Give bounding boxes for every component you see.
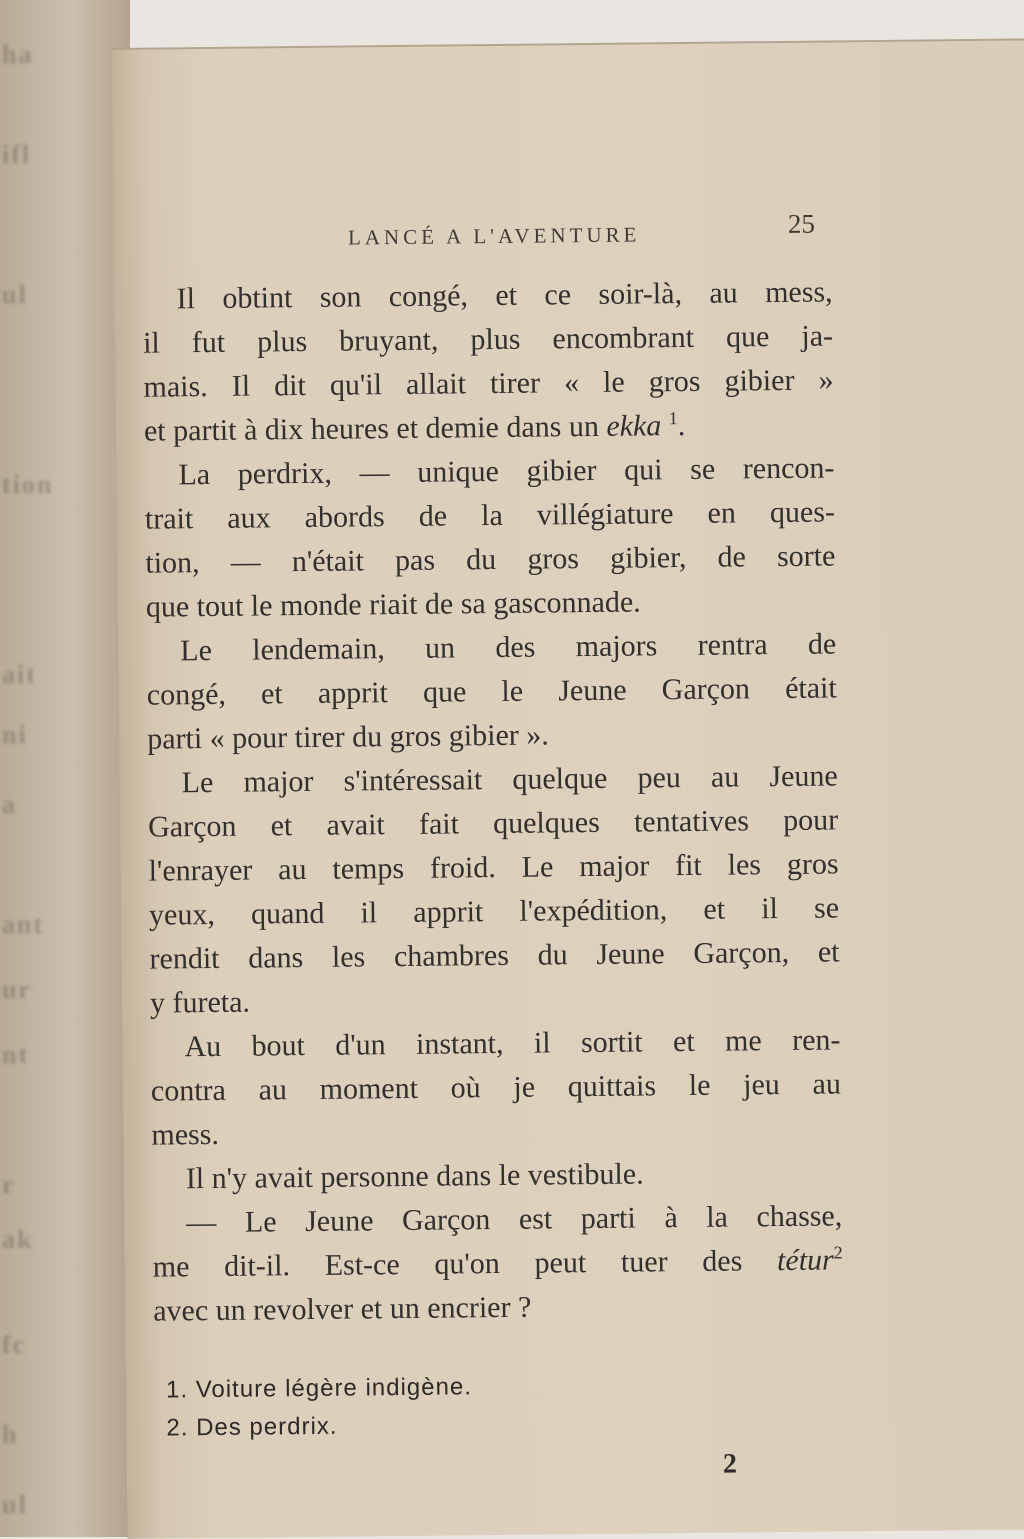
text-line: [144, 402, 834, 453]
bleed-through-text: ifl: [2, 140, 32, 168]
facing-page-edge: [0, 0, 130, 1537]
text-line: avec un revolver et un encrier ?: [153, 1290, 532, 1328]
text-line: Au bout d'un instant, il sortit et me ren-: [184, 1023, 841, 1064]
bleed-through-text: ul: [2, 1490, 28, 1518]
text-line: trait aux abords de la villégiature en ques-: [144, 495, 836, 536]
text-line: rendit dans les chambres du Jeune Garçon, et: [149, 935, 840, 976]
text-line: mais. Il dit qu'il allait tirer « le gros gibier »: [143, 363, 834, 404]
italic-word: tétur: [776, 1243, 834, 1278]
bleed-through-text: a: [2, 790, 17, 818]
bleed-through-text: ant: [2, 910, 45, 938]
book-page: [112, 38, 1024, 1538]
bleed-through-text: ul: [2, 280, 28, 308]
text-fragment: me dit-il. Est-ce qu'on peut tuer des: [152, 1244, 743, 1284]
bleed-through-text: tion: [2, 470, 54, 498]
bleed-through-text: ait: [2, 660, 37, 688]
footnotes: [166, 1365, 767, 1447]
italic-word: ekka: [606, 409, 662, 443]
text-line: yeux, quand il apprit l'expédition, et il se: [148, 891, 840, 932]
text-line: il fut plus bruyant, plus encombrant que ja-: [142, 319, 834, 360]
bleed-through-text: nt: [2, 1040, 30, 1068]
signature-mark: 2: [722, 1448, 738, 1480]
text-line: Il n'y avait personne dans le vestibule.: [185, 1157, 644, 1196]
running-head: LANCÉ A L'AVENTURE: [347, 222, 641, 250]
text-line: congé, et apprit que le Jeune Garçon était: [146, 671, 837, 712]
bleed-through-text: r: [2, 1170, 16, 1198]
text-line: Garçon et avait fait quelques tentatives pour: [147, 803, 839, 844]
text-line: tion, — n'était pas du gros gibier, de sorte: [145, 539, 836, 580]
footnote-ref: 2: [833, 1242, 843, 1263]
text-line: que tout le monde riait de sa gasconnade.: [145, 585, 641, 624]
text-line: mess.: [151, 1117, 220, 1152]
text-fragment: et partit à dix heures et demie dans un: [143, 409, 600, 448]
bleed-through-text: ak: [2, 1225, 34, 1253]
text-line: Le major s'intéressait quelque peu au Jeune: [181, 759, 838, 800]
page-number: 25: [787, 208, 816, 239]
footnote: 1. Voiture légère indigène.: [165, 1373, 473, 1404]
bleed-through-text: fc: [2, 1330, 27, 1358]
bleed-through-text: h: [2, 1420, 19, 1448]
text-line: Le lendemain, un des majors rentra de: [180, 627, 837, 668]
body-text: [142, 270, 843, 1333]
text-line: [153, 1238, 843, 1289]
text-line: contra au moment où je quittais le jeu au: [150, 1067, 842, 1108]
footnote-ref: 1: [668, 408, 678, 429]
text-line: La perdrix, — unique gibier qui se rencon-: [178, 451, 835, 492]
text-fragment: .: [677, 409, 686, 443]
text-line: l'enrayer au temps froid. Le major fit les gros: [148, 847, 839, 888]
bleed-through-text: ha: [2, 40, 34, 68]
text-line: Il obtint son congé, et ce soir-là, au mess,: [176, 275, 833, 316]
footnote: 2. Des perdrix.: [166, 1412, 338, 1442]
text-line: y fureta.: [149, 985, 251, 1020]
text-line: parti « pour tirer du gros gibier ».: [147, 718, 549, 756]
text-line: — Le Jeune Garçon est parti à la chasse,: [186, 1199, 843, 1240]
bleed-through-text: ur: [2, 975, 32, 1003]
bleed-through-text: ni: [2, 720, 28, 748]
